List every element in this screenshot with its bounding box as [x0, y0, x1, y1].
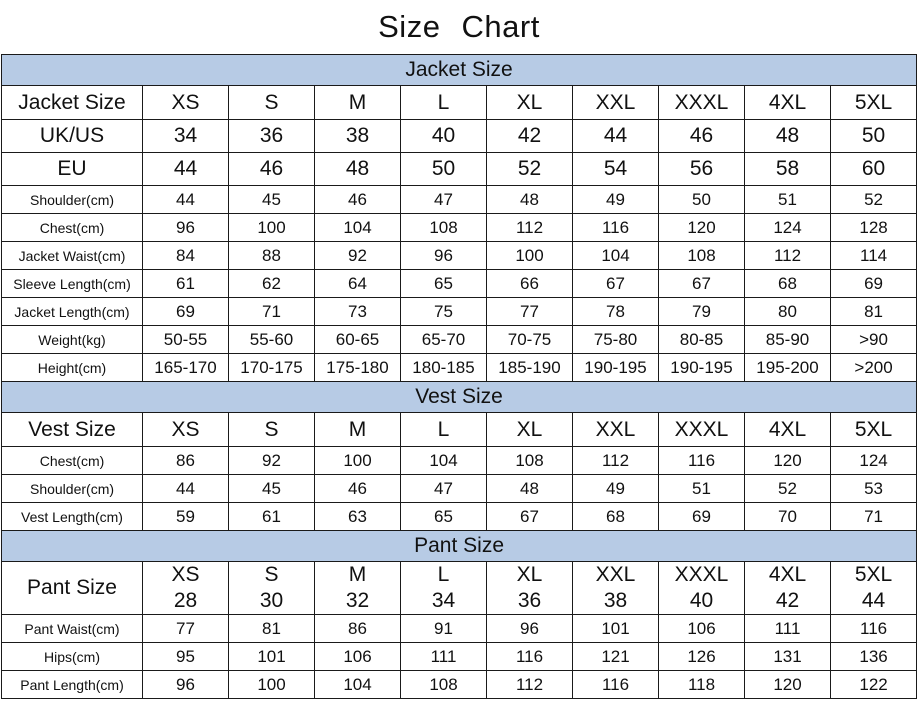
table-row — [2, 270, 917, 298]
table-cell: 104 — [401, 447, 487, 475]
table-cell: 80-85 — [659, 326, 745, 354]
size-header-cell: XL — [487, 562, 573, 589]
table-cell: 46 — [229, 153, 315, 186]
table-row — [2, 447, 917, 475]
table-cell: 108 — [401, 671, 487, 699]
table-cell: 46 — [659, 120, 745, 153]
table-cell: 45 — [229, 475, 315, 503]
table-cell: 49 — [573, 475, 659, 503]
table-cell: 111 — [401, 643, 487, 671]
table-cell: 47 — [401, 186, 487, 214]
table-cell: 190-195 — [573, 354, 659, 382]
row-label: Weight(kg) — [2, 326, 143, 354]
table-row — [2, 503, 917, 531]
table-cell: 84 — [143, 242, 229, 270]
pant-size-header-label: Pant Size — [2, 562, 143, 615]
table-cell: 47 — [401, 475, 487, 503]
table-cell: 124 — [745, 214, 831, 242]
table-cell: 46 — [315, 186, 401, 214]
table-cell: 66 — [487, 270, 573, 298]
table-cell: 92 — [229, 447, 315, 475]
pant-number-cell: 40 — [659, 588, 745, 615]
table-cell: 80 — [745, 298, 831, 326]
table-cell: 56 — [659, 153, 745, 186]
pant-number-cell: 36 — [487, 588, 573, 615]
table-cell: 124 — [831, 447, 917, 475]
vest-section-row — [2, 382, 917, 413]
table-cell: 77 — [143, 615, 229, 643]
table-cell: 73 — [315, 298, 401, 326]
table-cell: 44 — [143, 186, 229, 214]
table-cell: 67 — [659, 270, 745, 298]
jacket-size-header-label: Jacket Size — [2, 86, 143, 120]
size-header-cell: XXL — [573, 86, 659, 120]
size-header-cell: XXL — [573, 413, 659, 447]
table-cell: 75 — [401, 298, 487, 326]
table-cell: 96 — [401, 242, 487, 270]
table-cell: 100 — [315, 447, 401, 475]
table-cell: 108 — [659, 242, 745, 270]
table-cell: 38 — [315, 120, 401, 153]
table-row — [2, 475, 917, 503]
size-header-cell: XL — [487, 86, 573, 120]
table-cell: 48 — [315, 153, 401, 186]
vest-size-header-row — [2, 413, 917, 447]
row-label: Sleeve Length(cm) — [2, 270, 143, 298]
row-label: Shoulder(cm) — [2, 186, 143, 214]
pant-number-cell: 44 — [831, 588, 917, 615]
table-cell: 195-200 — [745, 354, 831, 382]
table-cell: 60 — [831, 153, 917, 186]
row-label: UK/US — [2, 120, 143, 153]
size-header-cell: S — [229, 86, 315, 120]
table-cell: 112 — [487, 671, 573, 699]
table-cell: 112 — [487, 214, 573, 242]
table-cell: 106 — [315, 643, 401, 671]
table-cell: 190-195 — [659, 354, 745, 382]
table-cell: 116 — [487, 643, 573, 671]
table-cell: 52 — [745, 475, 831, 503]
size-header-cell: L — [401, 413, 487, 447]
table-cell: 50-55 — [143, 326, 229, 354]
size-header-cell: 5XL — [831, 413, 917, 447]
table-cell: 71 — [229, 298, 315, 326]
table-row — [2, 153, 917, 186]
table-cell: 49 — [573, 186, 659, 214]
table-cell: 53 — [831, 475, 917, 503]
size-header-cell: XXXL — [659, 562, 745, 589]
table-row — [2, 186, 917, 214]
table-cell: 48 — [487, 475, 573, 503]
vest-size-header-label: Vest Size — [2, 413, 143, 447]
size-header-cell: M — [315, 86, 401, 120]
table-cell: 104 — [315, 214, 401, 242]
table-cell: 122 — [831, 671, 917, 699]
table-cell: >90 — [831, 326, 917, 354]
size-header-cell: M — [315, 562, 401, 589]
table-cell: 42 — [487, 120, 573, 153]
pant-number-cell: 34 — [401, 588, 487, 615]
table-cell: 95 — [143, 643, 229, 671]
table-cell: 69 — [143, 298, 229, 326]
table-cell: 64 — [315, 270, 401, 298]
table-cell: 91 — [401, 615, 487, 643]
table-cell: 116 — [573, 214, 659, 242]
table-cell: 118 — [659, 671, 745, 699]
size-header-cell: 5XL — [831, 86, 917, 120]
table-cell: 52 — [831, 186, 917, 214]
table-cell: 70-75 — [487, 326, 573, 354]
row-label: EU — [2, 153, 143, 186]
table-cell: 116 — [659, 447, 745, 475]
table-cell: 48 — [745, 120, 831, 153]
table-cell: 120 — [745, 447, 831, 475]
page-title: Size Chart — [378, 9, 540, 44]
table-cell: 48 — [487, 186, 573, 214]
table-row — [2, 354, 917, 382]
table-cell: 100 — [229, 214, 315, 242]
table-cell: 44 — [143, 475, 229, 503]
row-label: Chest(cm) — [2, 214, 143, 242]
table-cell: 46 — [315, 475, 401, 503]
jacket-section-title: Jacket Size — [2, 55, 917, 86]
row-label: Hips(cm) — [2, 643, 143, 671]
table-row — [2, 671, 917, 699]
table-cell: 44 — [573, 120, 659, 153]
table-row — [2, 298, 917, 326]
row-label: Jacket Waist(cm) — [2, 242, 143, 270]
table-cell: 65 — [401, 270, 487, 298]
table-cell: 51 — [745, 186, 831, 214]
table-cell: 78 — [573, 298, 659, 326]
table-cell: 121 — [573, 643, 659, 671]
table-cell: 112 — [573, 447, 659, 475]
row-label: Vest Length(cm) — [2, 503, 143, 531]
table-cell: 116 — [831, 615, 917, 643]
table-cell: 120 — [659, 214, 745, 242]
table-cell: 131 — [745, 643, 831, 671]
row-label: Shoulder(cm) — [2, 475, 143, 503]
table-cell: 40 — [401, 120, 487, 153]
table-cell: 86 — [315, 615, 401, 643]
table-cell: 85-90 — [745, 326, 831, 354]
table-cell: 75-80 — [573, 326, 659, 354]
table-cell: 92 — [315, 242, 401, 270]
table-cell: 170-175 — [229, 354, 315, 382]
size-header-cell: XS — [143, 86, 229, 120]
table-cell: 50 — [401, 153, 487, 186]
jacket-section-row — [2, 55, 917, 86]
table-cell: 59 — [143, 503, 229, 531]
table-cell: 126 — [659, 643, 745, 671]
table-cell: 101 — [229, 643, 315, 671]
table-cell: 175-180 — [315, 354, 401, 382]
pant-number-cell: 28 — [143, 588, 229, 615]
size-header-cell: 5XL — [831, 562, 917, 589]
row-label: Chest(cm) — [2, 447, 143, 475]
table-cell: 77 — [487, 298, 573, 326]
size-header-cell: L — [401, 86, 487, 120]
size-header-cell: XL — [487, 413, 573, 447]
table-row — [2, 615, 917, 643]
table-cell: 54 — [573, 153, 659, 186]
jacket-size-header-row — [2, 86, 917, 120]
table-cell: 96 — [143, 671, 229, 699]
table-cell: 69 — [659, 503, 745, 531]
table-cell: 108 — [401, 214, 487, 242]
size-header-cell: XXL — [573, 562, 659, 589]
size-chart-table — [1, 54, 917, 699]
table-cell: 165-170 — [143, 354, 229, 382]
table-cell: 50 — [659, 186, 745, 214]
table-cell: 104 — [573, 242, 659, 270]
table-cell: 68 — [573, 503, 659, 531]
table-cell: 52 — [487, 153, 573, 186]
table-row — [2, 643, 917, 671]
table-cell: 101 — [573, 615, 659, 643]
table-cell: 100 — [487, 242, 573, 270]
table-cell: 185-190 — [487, 354, 573, 382]
table-cell: 96 — [143, 214, 229, 242]
size-chart-body — [2, 55, 917, 699]
pant-number-cell: 30 — [229, 588, 315, 615]
table-cell: 136 — [831, 643, 917, 671]
size-header-cell: M — [315, 413, 401, 447]
table-cell: 50 — [831, 120, 917, 153]
table-cell: 62 — [229, 270, 315, 298]
table-cell: 61 — [143, 270, 229, 298]
table-row — [2, 120, 917, 153]
pant-size-header-row — [2, 562, 917, 589]
table-cell: 104 — [315, 671, 401, 699]
table-cell: 100 — [229, 671, 315, 699]
size-header-cell: L — [401, 562, 487, 589]
table-cell: 65 — [401, 503, 487, 531]
table-cell: 34 — [143, 120, 229, 153]
table-cell: >200 — [831, 354, 917, 382]
table-cell: 111 — [745, 615, 831, 643]
size-header-cell: S — [229, 562, 315, 589]
table-cell: 60-65 — [315, 326, 401, 354]
table-cell: 106 — [659, 615, 745, 643]
table-row — [2, 242, 917, 270]
table-cell: 44 — [143, 153, 229, 186]
table-cell: 58 — [745, 153, 831, 186]
table-cell: 120 — [745, 671, 831, 699]
size-header-cell: S — [229, 413, 315, 447]
size-header-cell: XXXL — [659, 413, 745, 447]
table-cell: 63 — [315, 503, 401, 531]
size-header-cell: XS — [143, 413, 229, 447]
table-cell: 180-185 — [401, 354, 487, 382]
table-cell: 114 — [831, 242, 917, 270]
table-cell: 45 — [229, 186, 315, 214]
pant-section-row — [2, 531, 917, 562]
pant-number-cell: 38 — [573, 588, 659, 615]
table-cell: 88 — [229, 242, 315, 270]
table-cell: 96 — [487, 615, 573, 643]
table-cell: 61 — [229, 503, 315, 531]
table-row — [2, 214, 917, 242]
table-cell: 79 — [659, 298, 745, 326]
row-label: Pant Waist(cm) — [2, 615, 143, 643]
size-header-cell: 4XL — [745, 413, 831, 447]
table-cell: 81 — [229, 615, 315, 643]
table-cell: 36 — [229, 120, 315, 153]
table-cell: 86 — [143, 447, 229, 475]
size-header-cell: 4XL — [745, 562, 831, 589]
table-cell: 68 — [745, 270, 831, 298]
table-cell: 112 — [745, 242, 831, 270]
table-cell: 108 — [487, 447, 573, 475]
size-header-cell: XS — [143, 562, 229, 589]
size-header-cell: 4XL — [745, 86, 831, 120]
table-cell: 67 — [487, 503, 573, 531]
table-cell: 55-60 — [229, 326, 315, 354]
pant-number-cell: 32 — [315, 588, 401, 615]
table-cell: 51 — [659, 475, 745, 503]
row-label: Jacket Length(cm) — [2, 298, 143, 326]
table-cell: 69 — [831, 270, 917, 298]
pant-number-cell: 42 — [745, 588, 831, 615]
table-cell: 65-70 — [401, 326, 487, 354]
table-row — [2, 326, 917, 354]
table-cell: 128 — [831, 214, 917, 242]
table-cell: 67 — [573, 270, 659, 298]
row-label: Height(cm) — [2, 354, 143, 382]
size-header-cell: XXXL — [659, 86, 745, 120]
table-cell: 116 — [573, 671, 659, 699]
table-cell: 71 — [831, 503, 917, 531]
row-label: Pant Length(cm) — [2, 671, 143, 699]
table-cell: 70 — [745, 503, 831, 531]
vest-section-title: Vest Size — [2, 382, 917, 413]
table-cell: 81 — [831, 298, 917, 326]
pant-section-title: Pant Size — [2, 531, 917, 562]
